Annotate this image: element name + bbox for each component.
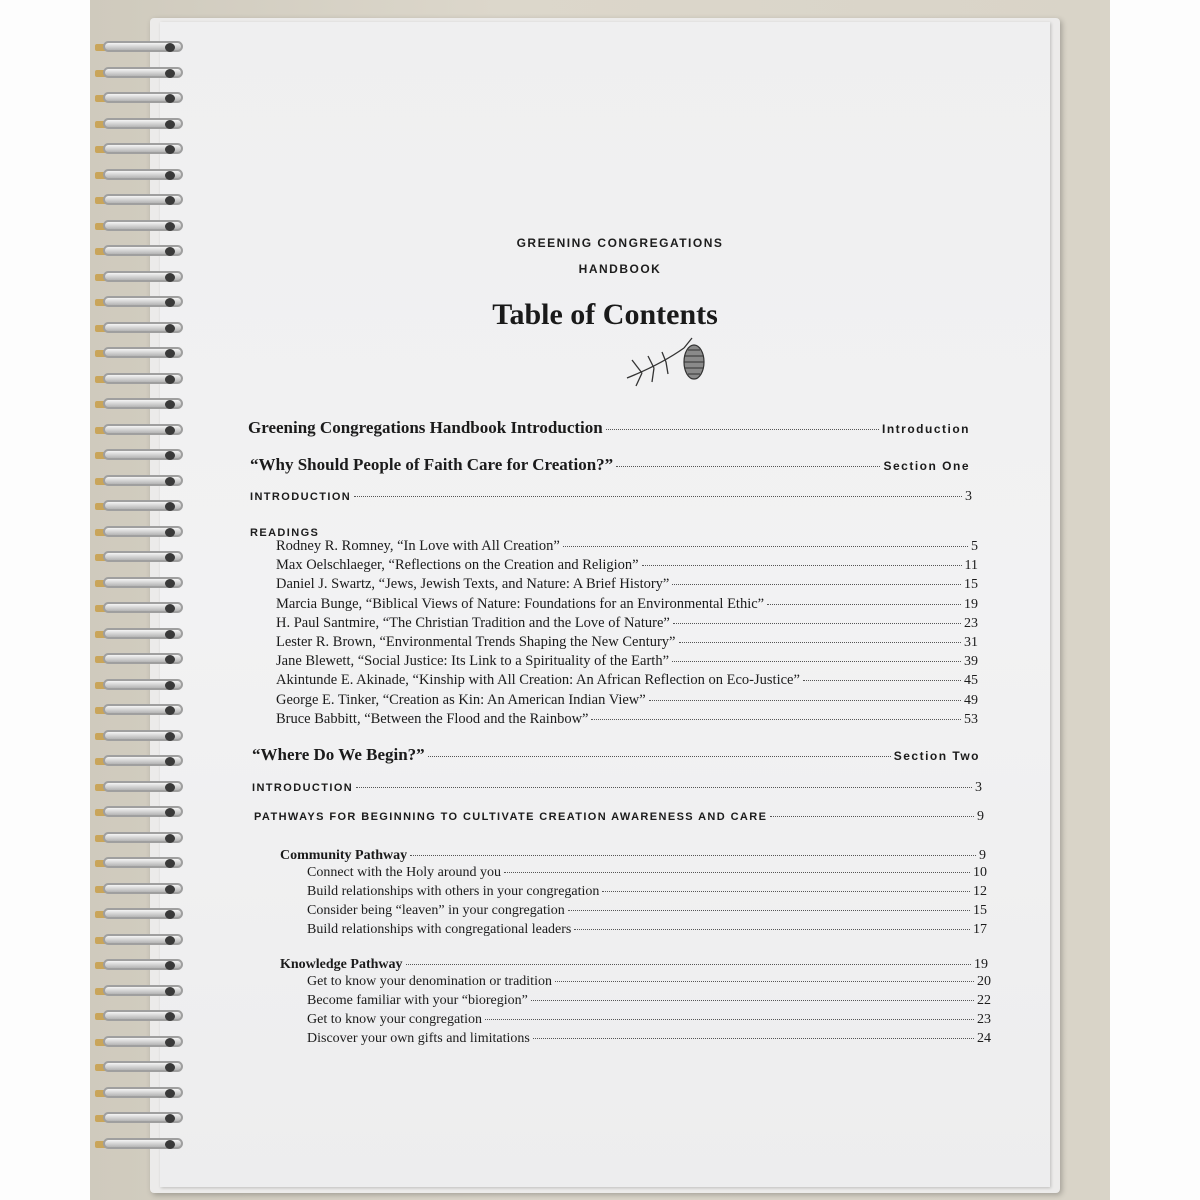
spiral-coil xyxy=(95,882,187,896)
leader-dots xyxy=(504,872,970,873)
page-ref: Introduction xyxy=(882,422,970,436)
page-ref: 12 xyxy=(973,884,987,899)
page-ref: 3 xyxy=(965,489,972,504)
page-title: Table of Contents xyxy=(492,298,718,331)
leader-dots xyxy=(354,496,962,497)
toc-subentry[interactable]: Lester R. Brown, “Environmental Trends Shaping the New Century” 31 xyxy=(276,634,978,650)
toc-subentry[interactable]: Discover your own gifts and limitations 24 xyxy=(307,1031,991,1046)
spiral-coil xyxy=(95,66,187,80)
spiral-coil xyxy=(95,295,187,309)
leader-dots xyxy=(568,910,970,911)
spiral-coil xyxy=(95,397,187,411)
spiral-coil xyxy=(95,525,187,539)
toc-subentry[interactable]: Max Oelschlaeger, “Reflections on the Creation and Religion” 11 xyxy=(276,557,978,574)
spiral-coil xyxy=(95,907,187,921)
toc-subentry[interactable]: Connect with the Holy around you 10 xyxy=(307,865,987,880)
spiral-coil xyxy=(95,1009,187,1023)
page-ref: 15 xyxy=(973,903,987,918)
spiral-coil xyxy=(95,703,187,717)
spiral-coil xyxy=(95,933,187,947)
page-ref: Section One xyxy=(883,459,970,473)
page-ref: 39 xyxy=(964,654,978,670)
leader-dots xyxy=(574,929,970,930)
leader-dots xyxy=(616,466,880,467)
spiral-coil xyxy=(95,856,187,870)
toc-entry-knowledge-pathway[interactable]: Knowledge Pathway 19 xyxy=(280,957,988,972)
toc-subentry[interactable]: Get to know your denomination or tradition 20 xyxy=(307,974,991,989)
spiral-coil xyxy=(95,168,187,182)
toc-subentry[interactable]: Build relationships with congregational leaders 17 xyxy=(307,922,987,937)
spiral-coil xyxy=(95,576,187,590)
toc-subentry[interactable]: Akintunde E. Akinade, “Kinship with All Creation: An African Reflection on Eco-Justice” 45 xyxy=(276,672,978,689)
page-ref: Section Two xyxy=(893,749,980,763)
spiral-coil xyxy=(95,117,187,131)
spiral-coil xyxy=(95,1035,187,1049)
spiral-coil xyxy=(95,219,187,233)
leader-dots xyxy=(531,1000,974,1001)
toc-entry-introduction[interactable]: Greening Congregations Handbook Introduction Introduction xyxy=(248,418,970,437)
page-ref: 9 xyxy=(979,848,986,863)
heading-line-1: GREENING CONGREGATIONS xyxy=(516,236,724,250)
spiral-coil xyxy=(95,627,187,641)
toc-subentry[interactable]: H. Paul Santmire, “The Christian Tradition and the Love of Nature” 23 xyxy=(276,614,978,631)
page-ref: 17 xyxy=(973,922,987,937)
spiral-coil xyxy=(95,550,187,564)
leader-dots xyxy=(555,981,974,982)
page-ref: 53 xyxy=(964,711,978,727)
page-ref: 23 xyxy=(977,1012,991,1027)
toc-entry-section-one[interactable]: “Why Should People of Faith Care for Creation?” Section One xyxy=(250,455,970,474)
handbook-heading xyxy=(470,230,770,282)
leader-dots xyxy=(410,855,976,856)
page-ref: 10 xyxy=(973,865,987,880)
page-ref: 23 xyxy=(964,615,978,631)
spiral-coil xyxy=(95,984,187,998)
spiral-coil xyxy=(95,1137,187,1151)
pinecone-branch-icon xyxy=(622,330,732,390)
leader-dots xyxy=(602,891,970,892)
spiral-coil xyxy=(95,193,187,207)
page-ref: 9 xyxy=(977,809,984,824)
spiral-binding xyxy=(95,40,195,1165)
toc-entry-pathways[interactable]: PATHWAYS FOR BEGINNING TO CULTIVATE CREATION AWARENESS AND CARE 9 xyxy=(254,809,984,824)
spiral-coil xyxy=(95,499,187,513)
leader-dots xyxy=(533,1038,974,1039)
spiral-coil xyxy=(95,729,187,743)
toc-entry-section-two[interactable]: “Where Do We Begin?” Section Two xyxy=(252,745,980,764)
leader-dots xyxy=(649,700,961,701)
spiral-coil xyxy=(95,1060,187,1074)
toc-subentry[interactable]: Consider being “leaven” in your congregation 15 xyxy=(307,903,987,918)
spiral-coil xyxy=(95,958,187,972)
page-ref: 3 xyxy=(975,780,982,795)
leader-dots xyxy=(672,661,961,662)
spiral-coil xyxy=(95,372,187,386)
leader-dots xyxy=(672,584,961,585)
spiral-coil xyxy=(95,805,187,819)
page-ref: 19 xyxy=(964,596,978,612)
leader-dots xyxy=(803,680,961,681)
spiral-coil xyxy=(95,142,187,156)
spiral-coil xyxy=(95,1111,187,1125)
leader-dots xyxy=(563,546,968,547)
toc-subentry[interactable]: Rodney R. Romney, “In Love with All Creation” 5 xyxy=(276,538,978,554)
spiral-coil xyxy=(95,780,187,794)
page-ref: 11 xyxy=(964,558,978,574)
page-ref: 19 xyxy=(974,957,988,972)
spiral-coil xyxy=(95,831,187,845)
page-ref: 15 xyxy=(964,577,978,593)
page-ref: 5 xyxy=(971,539,978,554)
spiral-coil xyxy=(95,1086,187,1100)
page-ref: 20 xyxy=(977,974,991,989)
toc-entry-s2-introduction[interactable]: INTRODUCTION 3 xyxy=(252,780,982,795)
leader-dots xyxy=(770,816,974,817)
toc-subentry[interactable]: Daniel J. Swartz, “Jews, Jewish Texts, and Nature: A Brief History” 15 xyxy=(276,576,978,593)
heading-line-2: HANDBOOK xyxy=(578,262,662,276)
leader-dots xyxy=(642,565,962,566)
spiral-coil xyxy=(95,244,187,258)
toc-entry-community-pathway[interactable]: Community Pathway 9 xyxy=(280,848,986,863)
leader-dots xyxy=(679,642,962,643)
spiral-coil xyxy=(95,270,187,284)
spiral-coil xyxy=(95,754,187,768)
page-ref: 22 xyxy=(977,993,991,1008)
spiral-coil xyxy=(95,652,187,666)
spiral-coil xyxy=(95,91,187,105)
spiral-coil xyxy=(95,423,187,437)
spiral-coil xyxy=(95,346,187,360)
toc-subentry[interactable]: Jane Blewett, “Social Justice: Its Link to a Spirituality of the Earth” 39 xyxy=(276,653,978,670)
spiral-coil xyxy=(95,448,187,462)
leader-dots xyxy=(356,787,972,788)
spiral-coil xyxy=(95,474,187,488)
leader-dots xyxy=(767,604,961,605)
leader-dots xyxy=(406,964,972,965)
leader-dots xyxy=(591,719,961,720)
page-ref: 45 xyxy=(964,673,978,689)
page-ref: 31 xyxy=(964,635,978,650)
toc-subentry[interactable]: Get to know your congregation 23 xyxy=(307,1012,991,1027)
toc-subentry[interactable]: George E. Tinker, “Creation as Kin: An American Indian View” 49 xyxy=(276,691,978,708)
leader-dots xyxy=(673,623,961,624)
toc-subentry[interactable]: Become familiar with your “bioregion” 22 xyxy=(307,993,991,1008)
toc-subentry[interactable]: Build relationships with others in your congregation 12 xyxy=(307,884,987,899)
leader-dots xyxy=(485,1019,974,1020)
spiral-coil xyxy=(95,321,187,335)
spiral-coil xyxy=(95,40,187,54)
page-ref: 49 xyxy=(964,692,978,708)
page-ref: 24 xyxy=(977,1031,991,1046)
toc-entry-s1-introduction[interactable]: INTRODUCTION 3 xyxy=(250,489,972,504)
leader-dots xyxy=(428,756,891,757)
toc-subentry[interactable]: Bruce Babbitt, “Between the Flood and the Rainbow” 53 xyxy=(276,710,978,727)
spiral-coil xyxy=(95,601,187,615)
toc-subentry[interactable]: Marcia Bunge, “Biblical Views of Nature: Foundations for an Environmental Ethic” 19 xyxy=(276,595,978,612)
leader-dots xyxy=(606,429,879,430)
readings-heading: READINGS xyxy=(250,527,320,539)
spiral-coil xyxy=(95,678,187,692)
